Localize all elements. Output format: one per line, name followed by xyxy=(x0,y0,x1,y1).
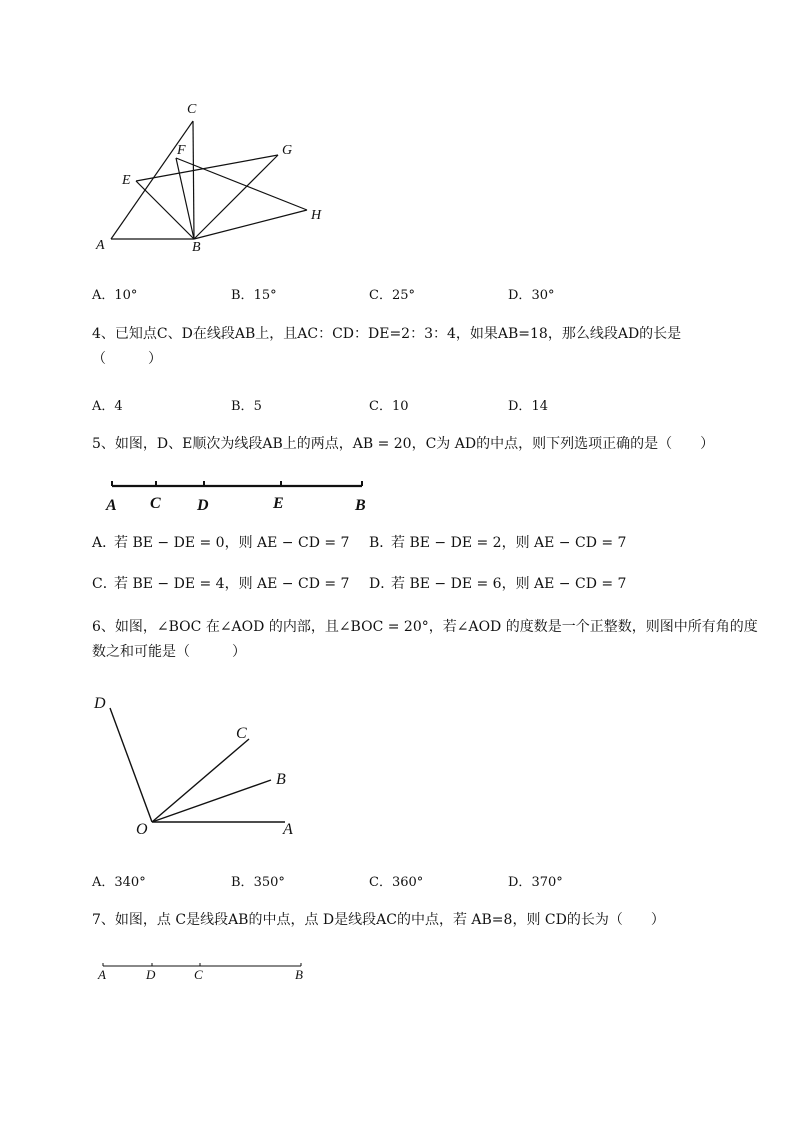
label-A: A xyxy=(96,238,105,253)
segment-label-C: C xyxy=(150,495,161,512)
q7-label-A: A xyxy=(98,967,106,982)
option-letter: B． xyxy=(231,875,254,890)
q6-option-c xyxy=(369,871,423,890)
option-letter: C． xyxy=(369,399,392,414)
option-letter: A． xyxy=(92,399,115,414)
figure-q3 xyxy=(0,0,794,270)
label-E: E xyxy=(122,173,131,188)
option-letter: A． xyxy=(92,288,115,303)
q6-stem-line2: 数之和可能是（ ） xyxy=(92,644,246,660)
q5-option-b: 若 BE − DE = 2，则 AE − CD = 7 xyxy=(391,535,627,551)
option-letter: C． xyxy=(369,288,392,303)
angle-label-A: A xyxy=(283,821,293,838)
option-text: 10 xyxy=(391,399,409,414)
q7-label-D: D xyxy=(146,967,156,982)
q3-option-d xyxy=(508,284,554,303)
angle-label-D: D xyxy=(94,695,106,712)
label-B: B xyxy=(192,240,201,255)
segment-label-B: B xyxy=(355,497,366,514)
q5-option-a: 若 BE − DE = 0，则 AE − CD = 7 xyxy=(114,535,350,551)
angle-label-O: O xyxy=(136,821,148,838)
option-text: 4 xyxy=(114,399,123,414)
option-text: 340° xyxy=(114,875,146,890)
q5-option-c: 若 BE − DE = 4，则 AE − CD = 7 xyxy=(114,576,350,592)
figure-q7-segment xyxy=(0,955,794,990)
segment-label-D: D xyxy=(197,497,209,514)
option-text: 25° xyxy=(391,288,415,303)
q7-label-C: C xyxy=(194,967,203,982)
q3-option-b xyxy=(231,284,277,303)
q5-option-c-letter: C． xyxy=(92,576,117,592)
q4-option-b xyxy=(231,395,262,414)
angle-label-C: C xyxy=(236,725,247,742)
q7-label-B: B xyxy=(295,967,303,982)
q5-option-a-letter: A． xyxy=(92,535,117,551)
q3-option-a xyxy=(92,284,137,303)
q4-option-c xyxy=(369,395,409,414)
figure-q6-angles xyxy=(0,680,794,850)
q6-stem-line1: 6、如图，∠BOC 在∠AOD 的内部，且∠BOC = 20°，若∠AOD 的度数是一个正整数，则图中所有角的度 xyxy=(92,619,758,635)
q4-option-d xyxy=(508,395,548,414)
q5-option-b-letter: B． xyxy=(369,535,394,551)
segment-label-E: E xyxy=(273,495,284,512)
option-text: 30° xyxy=(531,288,555,303)
option-letter: D． xyxy=(508,875,532,890)
label-H: H xyxy=(311,208,322,223)
label-C: C xyxy=(187,102,197,117)
q4-stem-line2: （ ） xyxy=(92,351,162,367)
q6-option-d xyxy=(508,871,563,890)
q6-option-b xyxy=(231,871,285,890)
option-text: 15° xyxy=(253,288,277,303)
q5-option-d: 若 BE − DE = 6，则 AE − CD = 7 xyxy=(391,576,627,592)
q3-option-c xyxy=(369,284,415,303)
option-text: 5 xyxy=(253,399,262,414)
label-F: F xyxy=(177,143,186,158)
option-text: 10° xyxy=(114,288,138,303)
option-letter: B． xyxy=(231,288,254,303)
option-text: 350° xyxy=(253,875,285,890)
q5-stem: 5、如图，D、E顺次为线段AB上的两点，AB = 20，C为 AD的中点，则下列选项正确的是（ ） xyxy=(92,436,715,452)
option-text: 14 xyxy=(531,399,548,414)
angle-label-B: B xyxy=(276,771,286,788)
option-letter: D． xyxy=(508,288,532,303)
option-text: 370° xyxy=(531,875,563,890)
option-letter: B． xyxy=(231,399,254,414)
figure-q5-segment xyxy=(0,470,794,520)
q7-stem: 7、如图，点 C是线段AB的中点，点 D是线段AC的中点，若 AB=8，则 CD的长为（ ） xyxy=(92,912,665,928)
q4-option-a xyxy=(92,395,123,414)
option-text: 360° xyxy=(391,875,424,890)
option-letter: C． xyxy=(369,875,392,890)
segment-label-A: A xyxy=(106,497,117,514)
label-G: G xyxy=(282,143,293,158)
q6-option-a xyxy=(92,871,146,890)
q4-stem-line1: 4、已知点C、D在线段AB上，且AC：CD：DE=2：3：4，如果AB=18，那么线段AD的长是 xyxy=(92,326,682,342)
q5-option-d-letter: D． xyxy=(369,576,395,592)
option-letter: A． xyxy=(92,875,115,890)
option-letter: D． xyxy=(508,399,532,414)
